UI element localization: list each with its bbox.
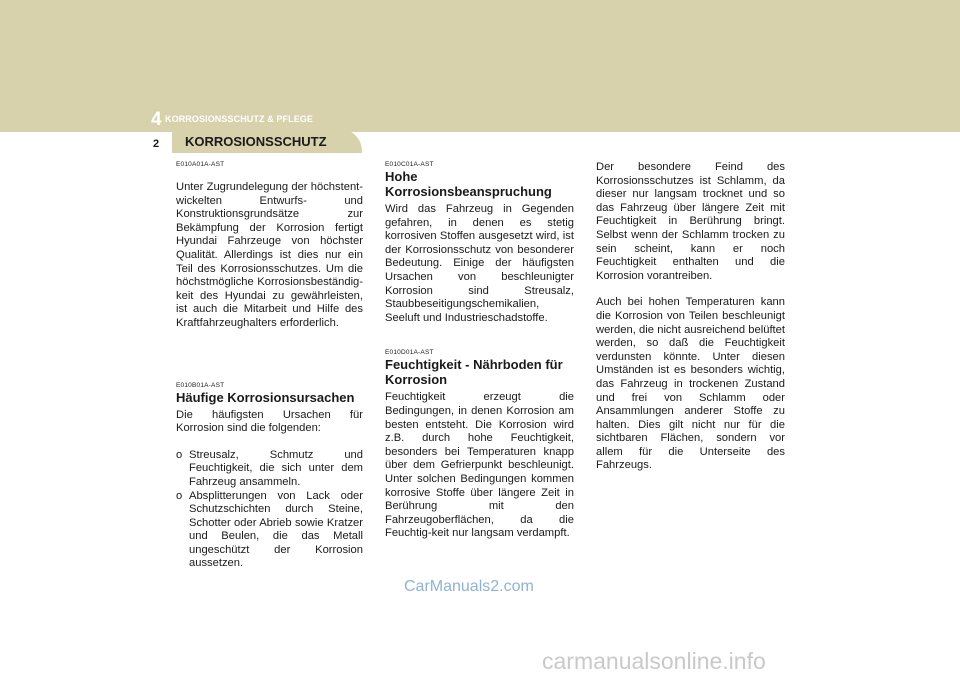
list-item (176, 449, 363, 490)
chapter-title: KORROSIONSSCHUTZ & PFLEGE (165, 114, 314, 124)
section-code: E010B01A-AST (176, 381, 225, 389)
section-code: E010D01A-AST (385, 349, 434, 357)
column-3 (596, 161, 785, 473)
section-paragraph: Wird das Fahrzeug in Gegenden gefahren, in denen es stetig korrosiven Stoffen ausgesetzt wird, ist der Korrosionsschutz von besonderer Bedeutung. Einige der häufigsten Ursachen von beschleunigter Korrosion sind Streusalz, Staubbeseitigungschemikalien, Seeluft und Industrieschadstoffe. (385, 203, 574, 324)
list-item (176, 490, 363, 572)
chapter-number: 4 (151, 109, 162, 130)
header-band (0, 0, 960, 132)
bullet: o (176, 448, 183, 461)
bullet: o (176, 489, 183, 502)
watermark-carmanualsonline: carmanualsonline.info (542, 648, 766, 674)
section-heading: Häufige Korrosionsursachen (176, 389, 355, 405)
list-item-text: Streusalz, Schmutz und Feuchtigkeit, die sich unter dem Fahrzeug ansammeln. (189, 448, 363, 488)
section-heading: Feuchtigkeit - Nährboden für Korrosion (385, 357, 563, 388)
section-paragraph: Der besondere Feind des Korrosionsschutzes ist Schlamm, da dieser nur langsam trocknet und so das Fahrzeug über längere Zeit mit Feuchtigkeit in Berührung bringt. Selbst wenn der Schlamm trocken zu sein scheint, kann er noch Feuchtigkeit enthalten und die Korrosion vorantreiben. (596, 161, 785, 282)
cause-list (176, 449, 363, 571)
section-heading: Hohe Korrosionsbeanspruchung (385, 169, 552, 199)
section-code: E010A01A-AST (176, 161, 225, 168)
section-paragraph: Die häufigsten Ursachen für Korrosion sind die folgenden: (176, 408, 363, 435)
page-number: 2 (153, 138, 160, 150)
list-item-text: Absplitterungen von Lack oder Schutzschichten durch Steine, Schotter oder Abrieb sowie Kratzer und Beulen, die das Metall ungeschützt der Korrosion aussetzen. (189, 489, 363, 570)
section-tab-title: KORROSIONSSCHUTZ (185, 134, 327, 149)
section-code: E010C01A-AST (385, 161, 434, 168)
section-paragraph: Auch bei hohen Temperaturen kann die Korrosion von Teilen beschleunigt werden, die nicht ausreichend belüftet werden, so daß die Feuchtigkeit verdunsten könnte. Unter diesen Umständen ist es besonders wichtig, das Fahrzeug in trockenen Zustand und frei von Schlamm oder Ansammlungen anderer Stoffe zu halten. Dies gilt nicht nur für die sichtbaren Flächen, sondern vor allem für die Unterseite des Fahrzeugs. (596, 296, 785, 472)
section-paragraph: Feuchtigkeit erzeugt die Bedingungen, in denen Korrosion am besten entsteht. Die Korrosion wird z.B. durch hohe Feuchtigkeit, besonders bei Temperaturen knapp über dem Gefrierpunkt beschleunigt. Unter solchen Bedingungen kommen korrosive Stoffe über längere Zeit in Berührung mit den Fahrzeugoberflächen, da die Feuchtig-keit nur langsam verdampft. (385, 391, 574, 540)
column-2 (385, 161, 574, 541)
watermark-carmanuals: CarManuals2.com (404, 578, 534, 595)
column-1 (176, 161, 363, 571)
intro-paragraph: Unter Zugrundelegung der höchstent-wickelten Entwurfs- und Konstruktionsgrundsätze zur Bekämpfung der Korrosion fertigt Hyundai Fahrzeuge von höchster Qualität. Allerdings ist dies nur ein Teil des Korrosionsschutzes. Um die höchstmögliche Korrosionsbeständig-keit des Hyundai zu gewährleisten, ist auch die Mitarbeit und Hilfe des Kraftfahrzeughalters erforderlich. (176, 181, 363, 329)
